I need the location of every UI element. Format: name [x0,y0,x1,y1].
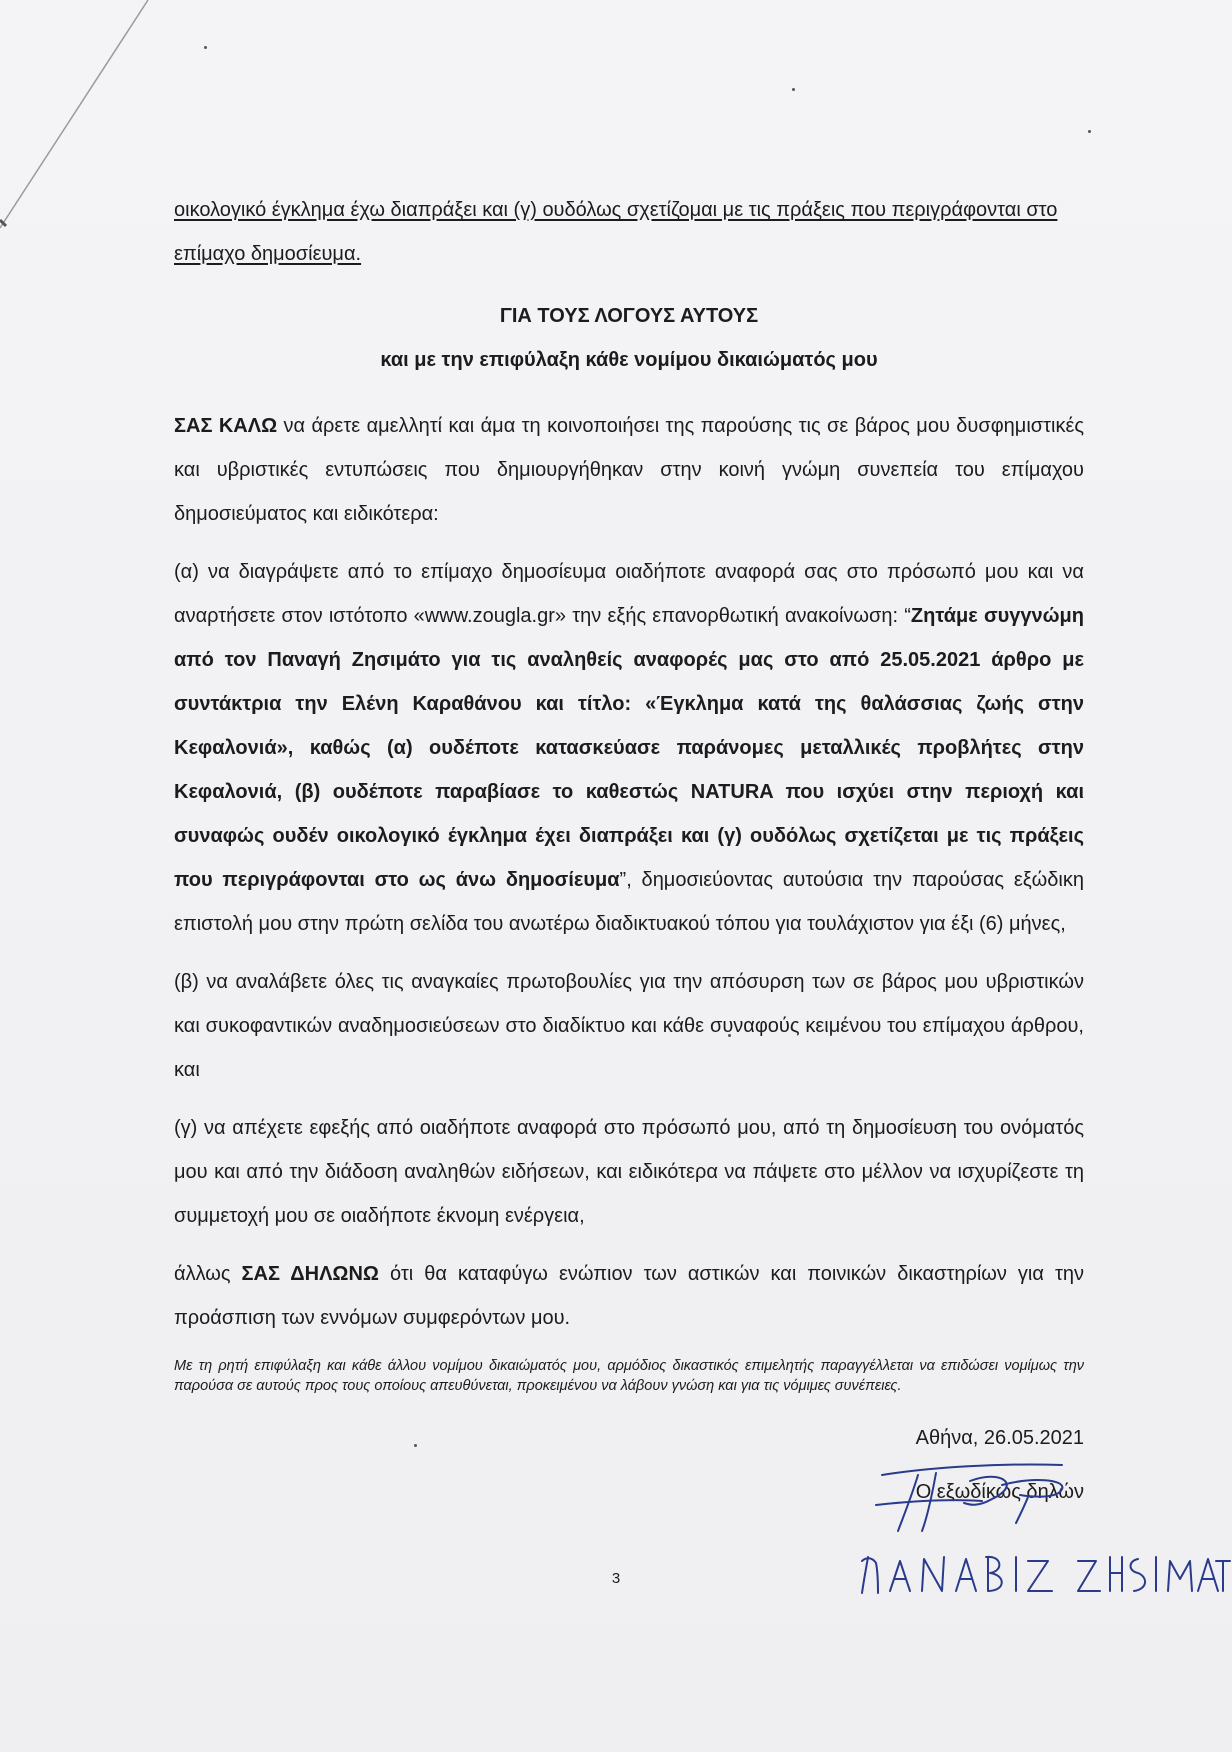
bailiff-note: Με τη ρητή επιφύλαξη και κάθε άλλου νομίμου δικαιώματός μου, αρμόδιος δικαστικός επιμελητής παραγγέλλεται να επιδώσει νομίμως την παρούσα σε αυτούς προς τους οποίους απευθύνεται, προκειμένου να λάβουν γνώση και για τις νόμιμες συνέπειες. [174,1358,1084,1394]
scan-speck [204,46,207,49]
scan-speck [1088,130,1091,133]
demand-lead: ΣΑΣ ΚΑΛΩ [174,415,278,437]
closing-post: ότι θα καταφύγω ενώπιον των αστικών και ποινικών δικαστηρίων για την προάσπιση των εννόμων συμφερόντων μου. [174,1263,1084,1329]
document-body [174,188,1084,1514]
item-a-paragraph [174,550,1084,946]
item-c-paragraph: (γ) να απέχετε εφεξής από οιαδήποτε αναφορά στο πρόσωπό μου, από τη δημοσίευση του ονόματός μου και από την διάδοση αναληθών ειδήσεων, και ειδικότερα να πάψετε στο μέλλον να ισχυρίζεστε τη συμμετοχή μου σε οιαδήποτε έκνομη ενέργεια, [174,1117,1084,1227]
declarant-label: Ο εξωδίκως δηλών [915,1481,1084,1503]
section-heading: ΓΙΑ ΤΟΥΣ ΛΟΓΟΥΣ ΑΥΤΟΥΣ [499,305,759,327]
item-a-apology: Ζητάμε συγγνώμη από τον Παναγή Ζησιμάτο για τις αναληθείς αναφορές μας στο από 25.05.2021 άρθρο με συντάκτρια την Ελένη Καραθάνου και τίτλο: «Έγκλημα κατά της θαλάσσιας ζωής στην Κεφαλονιά», καθώς (α) ουδέποτε κατασκεύασε παράνομες μεταλλικές προβλήτες στην Κεφαλονιά, (β) ουδέποτε παραβίασε το καθεστώς NATURA που ισχύει στην περιοχή και συναφώς ουδέν οικολογικό έγκλημα έχει διαπράξει και (γ) ουδόλως σχετίζεται με τις πράξεις που περιγράφονται στο ως άνω δημοσίευμα [174,605,1085,891]
scan-speck [792,88,795,91]
item-b-paragraph: (β) να αναλάβετε όλες τις αναγκαίες πρωτοβουλίες για την απόσυρση των σε βάρος μου υβριστικών και συκοφαντικών αναδημοσιεύσεων στο διαδίκτυο και κάθε συναφούς κειμένου του επίμαχου άρθρου, και [174,971,1084,1081]
page-number: 3 [611,1570,621,1587]
item-a-tail: ”, δημοσιεύοντας αυτούσια την παρούσας εξώδικη επιστολή μου στην πρώτη σελίδα του ανωτέρω διαδικτυακού τόπου για τουλάχιστον για έξι (6) μήνες, [174,869,1084,935]
closing-declaration: ΣΑΣ ΔΗΛΩΝΩ [241,1263,379,1285]
place-date: Αθήνα, 26.05.2021 [915,1427,1084,1449]
intro-line-1: οικολογικό έγκλημα έχω διαπράξει και (γ) ουδόλως σχετίζομαι με τις πράξεις που περιγράφονται στο [174,199,1058,221]
intro-paragraph [174,188,1084,276]
closing-pre: άλλως [174,1263,242,1285]
intro-line-2: επίμαχο δημοσίευμα. [174,243,362,265]
section-subheading: και με την επιφύλαξη κάθε νομίμου δικαιώματός μου [380,349,878,371]
handwritten-signature [852,1445,1232,1605]
item-a-text: (α) να διαγράψετε από το επίμαχο δημοσίευμα οιαδήποτε αναφορά σας στο πρόσωπό μου και να αναρτήσετε στον ιστότοπο «www.zougla.gr» την εξής επανορθωτική ανακοίνωση: “ [174,561,1084,627]
demand-paragraph [174,404,1084,536]
closing-paragraph [174,1252,1084,1340]
demand-text: να άρετε αμελλητί και άμα τη κοινοποιήσει της παρούσης τις σε βάρος μου δυσφημιστικές και υβριστικές εντυπώσεις που δημιουργήθηκαν στην κοινή γνώμη συνεπεία του επίμαχου δημοσιεύματος και ειδικότερα: [174,415,1085,525]
